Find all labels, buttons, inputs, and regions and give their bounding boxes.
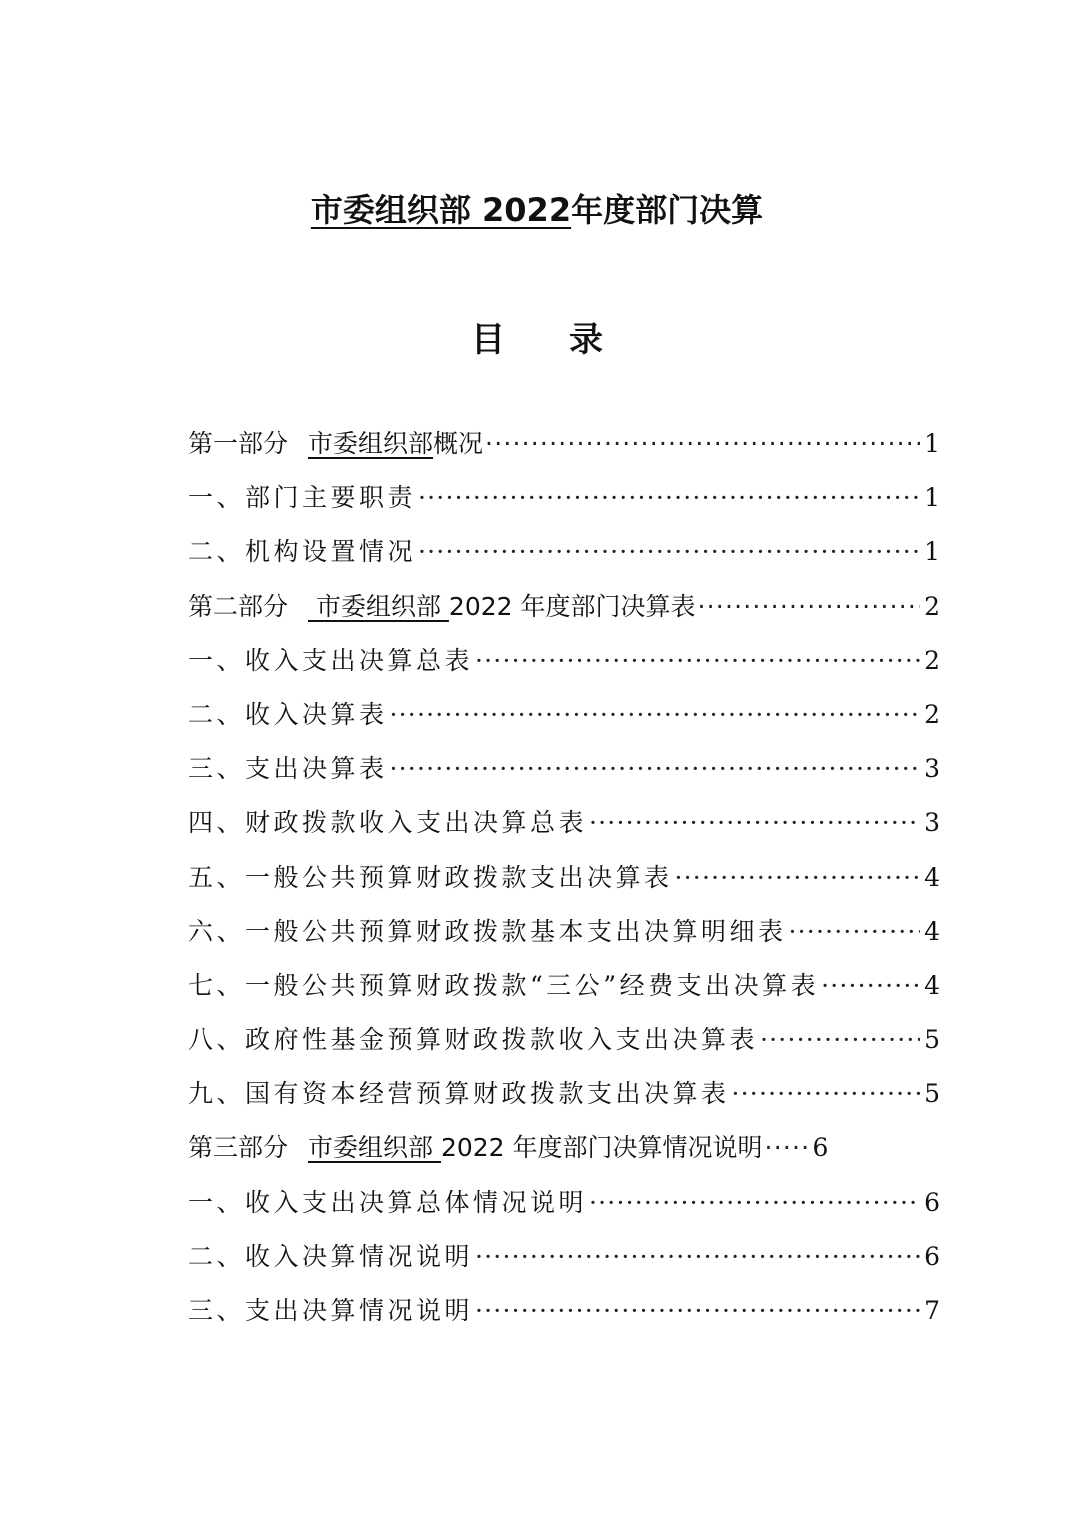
dot-leader [475,1296,920,1325]
document-title [0,188,1074,232]
toc-entry[interactable] [188,1183,940,1237]
toc-entry[interactable] [188,1237,940,1291]
toc-entry[interactable] [188,1020,940,1074]
toc-part-prefix: 第一部分 [188,429,289,458]
toc-page-number: 7 [924,1296,940,1325]
toc-entry[interactable] [188,912,940,966]
dot-leader [475,1242,920,1271]
toc-page-number: 3 [924,754,940,784]
dot-leader [765,1133,809,1162]
toc-entry-label: 一、收入支出决算总体情况说明 [188,1187,588,1217]
toc-page-number: 4 [924,862,940,892]
toc-heading: 目录 [471,320,667,360]
toc-entry-label: 三、支出决算情况说明 [188,1296,474,1325]
toc-part-org: 市委组织部 [308,429,434,458]
toc-part-suffix: 概况 [433,429,484,458]
dot-leader [390,700,921,729]
toc-entry-label: 二、收入决算情况说明 [188,1241,474,1271]
toc-entry[interactable] [188,749,940,803]
toc-page-number: 1 [924,429,940,458]
dot-leader [418,537,920,566]
toc-part-org: 市委组织部 [308,1133,441,1163]
toc-entry-label [188,1128,763,1164]
dot-leader [589,808,920,837]
toc-entry[interactable] [188,478,940,532]
toc-entry[interactable] [188,641,940,695]
toc-entry-label: 一、部门主要职责 [188,483,417,513]
toc-entry[interactable] [188,966,940,1020]
toc-part-suffix: 2022 年度部门决算情况说明 [440,1133,763,1163]
toc-entry[interactable] [188,1291,940,1345]
toc-entry-label: 七、一般公共预算财政拨款“三公”经费支出决算表 [188,970,820,1000]
toc-entry-label: 六、一般公共预算财政拨款基本支出决算明细表 [188,916,787,946]
table-of-contents [188,424,940,1345]
toc-entry[interactable] [188,858,940,912]
dot-leader [789,917,921,946]
dot-leader [698,592,921,621]
toc-entry[interactable] [188,695,940,749]
toc-page-number: 6 [924,1187,940,1217]
toc-part-org: 市委组织部 [308,591,449,621]
toc-page-number: 1 [924,537,940,567]
toc-entry-label: 二、机构设置情况 [188,537,417,567]
toc-part-prefix: 第三部分 [188,1133,289,1163]
toc-page-number: 5 [924,1025,940,1055]
toc-entry[interactable] [188,803,940,857]
toc-entry-label [188,424,483,460]
toc-part-entry[interactable] [188,1128,940,1182]
toc-entry-label [188,587,696,623]
toc-entry-label: 二、收入决算表 [188,699,388,729]
dot-leader [760,1025,920,1054]
toc-entry[interactable] [188,532,940,586]
toc-entry-label: 五、一般公共预算财政拨款支出决算表 [188,862,673,892]
toc-part-prefix: 第二部分 [188,591,289,621]
dot-leader [732,1079,921,1108]
toc-page-number: 4 [924,916,940,946]
dot-leader [475,646,920,675]
toc-entry[interactable] [188,1074,940,1128]
title-rest: 年度部门决算 [571,191,764,229]
toc-page-number: 3 [924,808,940,838]
toc-part-entry[interactable] [188,424,940,478]
dot-leader [418,483,920,512]
toc-entry-label: 四、财政拨款收入支出决算总表 [188,808,588,838]
toc-entry-label: 八、政府性基金预算财政拨款收入支出决算表 [188,1025,759,1055]
title-underlined-part: 市委组织部 2022 [310,191,572,229]
dot-leader [390,754,921,783]
toc-page-number: 2 [924,591,940,621]
toc-part-entry[interactable] [188,587,940,641]
dot-leader [675,863,921,892]
toc-part-suffix: 2022 年度部门决算表 [448,591,696,621]
toc-page-number: 2 [924,699,940,729]
toc-page-number: 6 [924,1241,940,1271]
toc-entry-label: 三、支出决算表 [188,754,388,784]
toc-page-number: 4 [924,970,940,1000]
toc-entry-label: 一、收入支出决算总表 [188,645,474,675]
toc-page-number: 1 [924,483,940,513]
dot-leader [589,1188,920,1217]
toc-entry-label: 九、国有资本经营预算财政拨款支出决算表 [188,1079,730,1109]
dot-leader [821,971,920,1000]
toc-page-number: 2 [924,645,940,675]
dot-leader [485,429,920,458]
toc-page-number: 6 [812,1133,829,1163]
toc-page-number: 5 [924,1079,940,1109]
